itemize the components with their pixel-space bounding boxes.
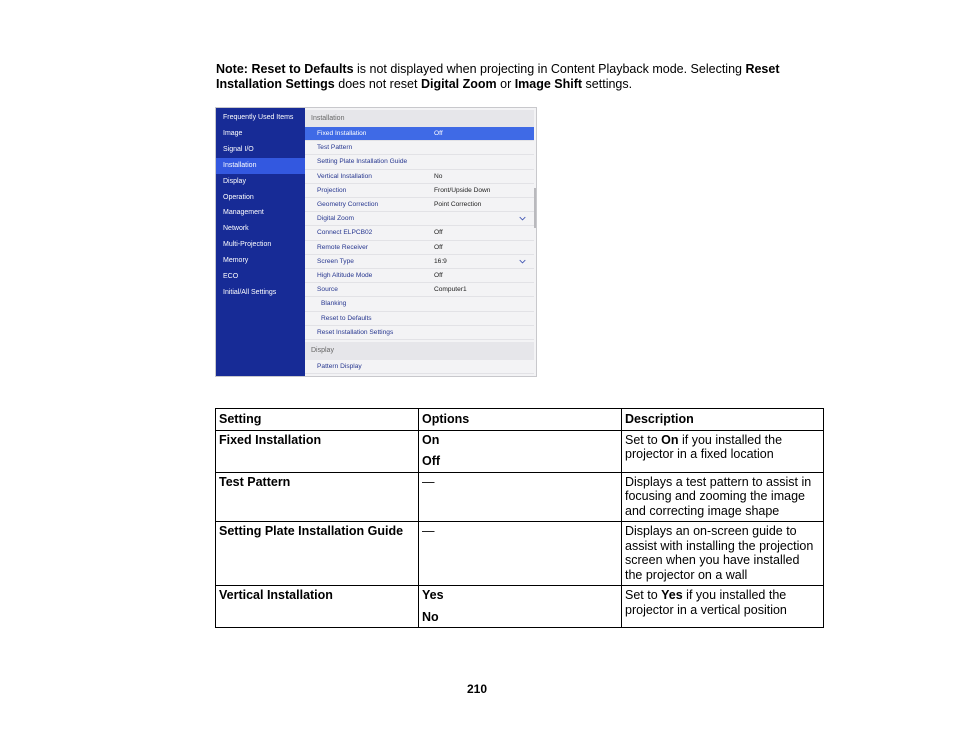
- description-bold: On: [661, 432, 679, 447]
- menu-row[interactable]: [305, 360, 534, 374]
- section-heading-installation: Installation: [305, 110, 534, 128]
- options-cell: [419, 472, 622, 522]
- sidebar-item[interactable]: Initial/All Settings: [223, 288, 277, 296]
- settings-table: [215, 408, 824, 628]
- menu-row-label: Connect ELPCB02: [317, 229, 373, 237]
- description-cell: [622, 522, 824, 586]
- menu-row[interactable]: [305, 326, 534, 340]
- description-text: if you installed the projector in a vertical position: [625, 588, 787, 617]
- note-term-reset-installation: Reset Installation Settings: [216, 62, 780, 91]
- menu-row[interactable]: [305, 198, 534, 212]
- note-text: or: [496, 77, 515, 91]
- chevron-down-icon: [519, 215, 526, 222]
- menu-row[interactable]: [305, 155, 534, 169]
- options-cell: [419, 430, 622, 472]
- options-cell: [419, 586, 622, 628]
- chevron-down-icon: [519, 258, 526, 265]
- menu-row-value: Off: [434, 243, 443, 251]
- option-value: Off: [422, 454, 441, 468]
- menu-row[interactable]: [305, 170, 534, 184]
- option-value: —: [422, 474, 435, 489]
- note-term-reset-defaults: Reset to Defaults: [251, 62, 354, 76]
- setting-name: Fixed Installation: [219, 432, 322, 447]
- header-options: Options: [419, 409, 622, 431]
- table-row: [216, 522, 824, 586]
- menu-row-label: Projection: [317, 186, 347, 194]
- menu-scrollbar[interactable]: [534, 188, 537, 228]
- page-number: 210: [466, 682, 488, 696]
- sidebar-item[interactable]: Signal I/O: [223, 145, 254, 153]
- menu-row-label: Screen Type: [317, 257, 354, 265]
- menu-row-value: Computer1: [434, 286, 467, 294]
- menu-row-value: Off: [434, 229, 443, 237]
- description-bold: Yes: [661, 588, 683, 602]
- sidebar-item[interactable]: Multi-Projection: [223, 241, 272, 249]
- menu-row[interactable]: [305, 226, 534, 240]
- option-value: —: [422, 524, 435, 538]
- menu-row[interactable]: [305, 283, 534, 297]
- option-value: On: [422, 432, 440, 447]
- menu-row-label: Source: [317, 286, 338, 294]
- description-text: Set to: [625, 432, 662, 447]
- sidebar-item[interactable]: Display: [223, 177, 246, 185]
- menu-row-label: Geometry Correction: [317, 201, 379, 208]
- note-label: Note:: [216, 62, 248, 76]
- menu-row[interactable]: [305, 312, 534, 326]
- setting-name: Setting Plate Installation Guide: [219, 524, 404, 538]
- menu-row-value: Off: [434, 130, 443, 137]
- note-text: does not reset: [334, 77, 421, 91]
- menu-row[interactable]: [305, 241, 534, 255]
- description-text: Displays an on-screen guide to assist with installing the projection screen when you have installed the projector on a wall: [625, 524, 814, 582]
- menu-row[interactable]: [305, 255, 534, 269]
- setting-cell: [216, 472, 419, 522]
- table-row: [216, 430, 824, 472]
- menu-row[interactable]: [305, 269, 534, 283]
- menu-row[interactable]: [305, 297, 534, 311]
- menu-row-label: Remote Receiver: [317, 243, 368, 251]
- menu-row[interactable]: [305, 212, 534, 226]
- header-setting: Setting: [216, 409, 419, 431]
- option-value: No: [422, 609, 439, 624]
- menu-row-label: High Altitude Mode: [317, 272, 373, 279]
- table-row: [216, 586, 824, 628]
- menu-row-label: Setting Plate Installation Guide: [317, 158, 408, 166]
- header-description: Description: [622, 409, 824, 431]
- note-term-image-shift: Image Shift: [514, 77, 583, 91]
- sidebar-item[interactable]: Frequently Used Items: [223, 114, 294, 121]
- menu-row-value: Off: [434, 272, 443, 279]
- setting-cell: [216, 430, 419, 472]
- menu-row-label: Reset to Defaults: [321, 314, 372, 322]
- sidebar-item[interactable]: Image: [223, 129, 243, 137]
- note-text: is not displayed when projecting in Content Playback mode. Selecting: [353, 62, 746, 76]
- options-cell: [419, 522, 622, 586]
- menu-row-value: 16:9: [434, 257, 447, 265]
- note-text: settings.: [582, 77, 633, 91]
- menu-row-label: Test Pattern: [317, 144, 353, 152]
- sidebar-item[interactable]: Memory: [223, 257, 249, 265]
- sidebar-item[interactable]: Installation: [216, 158, 305, 174]
- menu-row-value: No: [434, 172, 443, 180]
- projector-menu-screenshot: [215, 107, 537, 377]
- menu-row-label: Fixed Installation: [317, 130, 367, 137]
- note-term-digital-zoom: Digital Zoom: [420, 77, 497, 91]
- menu-row-value: Point Correction: [434, 201, 482, 208]
- description-text: Displays a test pattern to assist in focusing and zooming the image and correcting image shape: [625, 474, 812, 518]
- section-heading-display: Display: [305, 342, 534, 360]
- table-row: [216, 472, 824, 522]
- description-text: if you installed the projector in a fixed location: [625, 432, 783, 461]
- description-cell: [622, 586, 824, 628]
- menu-row-label: Digital Zoom: [317, 215, 355, 223]
- setting-cell: [216, 586, 419, 628]
- menu-row[interactable]: [305, 184, 534, 198]
- menu-row-label: Vertical Installation: [317, 172, 372, 180]
- menu-row-label: Reset Installation Settings: [317, 328, 394, 336]
- menu-row[interactable]: [305, 141, 534, 155]
- description-cell: [622, 472, 824, 522]
- menu-row[interactable]: [305, 127, 534, 141]
- menu-row-label: Pattern Display: [317, 363, 362, 370]
- note-paragraph: [216, 62, 816, 92]
- menu-row-value: Front/Upside Down: [434, 186, 491, 194]
- menu-sidebar: [216, 108, 305, 376]
- sidebar-item[interactable]: ECO: [223, 273, 239, 280]
- menu-row-label: Blanking: [321, 300, 347, 308]
- table-header-row: [216, 409, 824, 431]
- sidebar-item[interactable]: Operation: [223, 193, 254, 201]
- description-text: Set to: [625, 588, 662, 602]
- description-cell: [622, 430, 824, 472]
- setting-cell: [216, 522, 419, 586]
- sidebar-item[interactable]: Management: [223, 209, 264, 217]
- option-value: Yes: [422, 588, 444, 602]
- menu-main-panel: [305, 108, 537, 376]
- setting-name: Vertical Installation: [219, 588, 333, 602]
- sidebar-item[interactable]: Network: [223, 225, 249, 233]
- setting-name: Test Pattern: [219, 474, 291, 489]
